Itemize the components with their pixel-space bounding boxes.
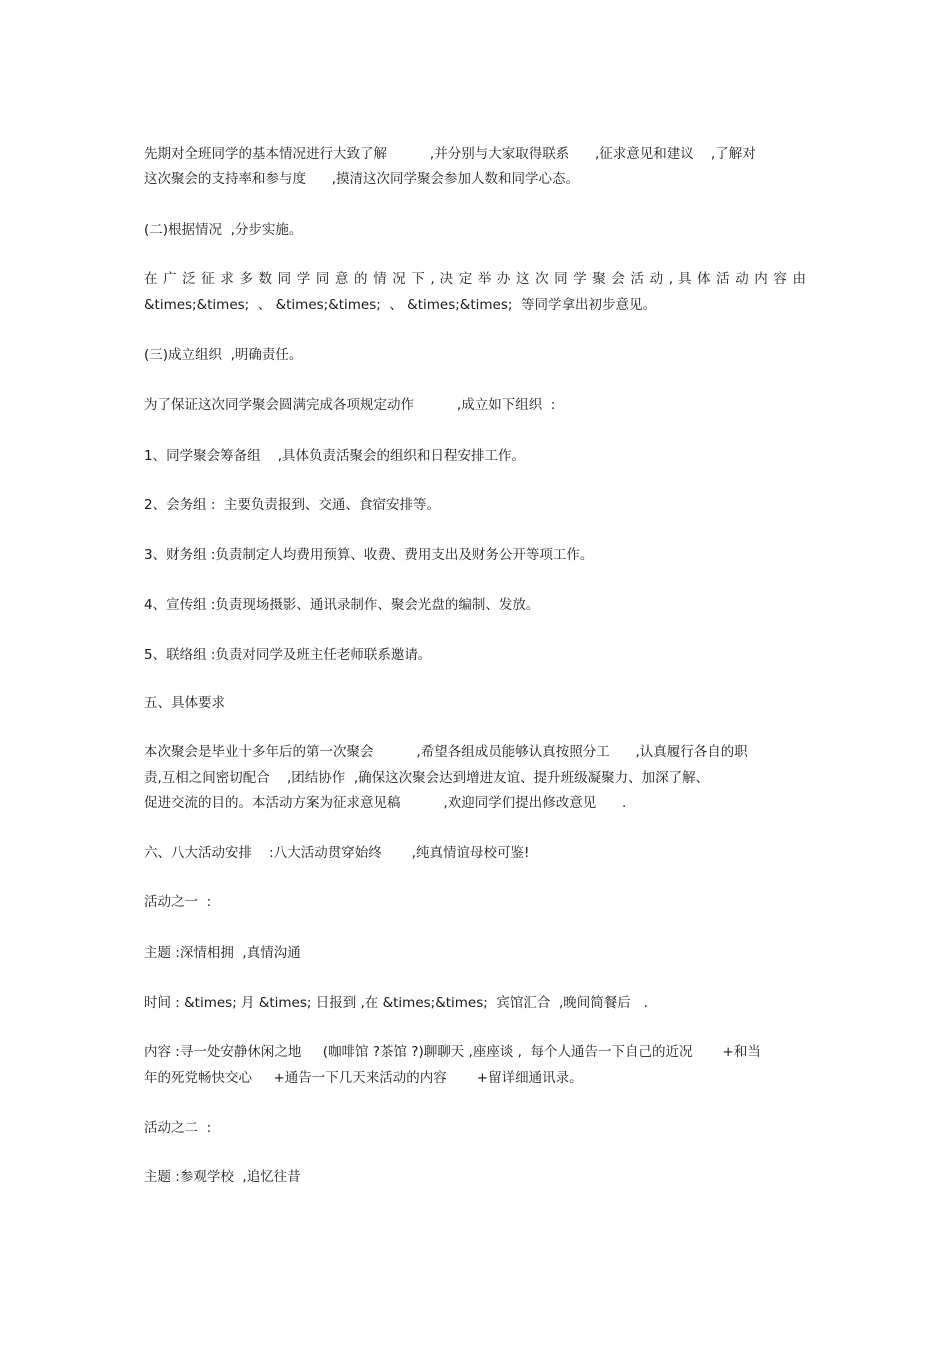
paragraph-line: &times;&times; 、 &times;&times; 、 &times;&times; 等同学拿出初步意见。	[144, 297, 656, 313]
activity-time: 时间 : &times; 月 &times; 日报到 ,在 &times;&times; 宾馆汇合 ,晚间简餐后 .	[144, 995, 648, 1011]
list-item: 2、会务组 : 主要负责报到、交通、食宿安排等。	[144, 497, 441, 513]
list-item: 5、联络组 :负责对同学及班主任老师联系邀请。	[144, 647, 432, 663]
section-heading: (二)根据情况 ,分步实施。	[144, 222, 303, 238]
activity-content: 内容 :寻一处安静休闲之地 (咖啡馆 ?茶馆 ?)聊聊天 ,座座谈 , 每个人通告一下自己的近况 +和当	[144, 1044, 761, 1060]
paragraph-line: 这次聚会的支持率和参与度 ,摸清这次同学聚会参加人数和同学心态。	[144, 171, 580, 187]
activity-heading: 活动之二 :	[144, 1120, 212, 1136]
list-item: 3、财务组 :负责制定人均费用预算、收费、费用支出及财务公开等项工作。	[144, 547, 594, 563]
list-item: 4、宣传组 :负责现场摄影、通讯录制作、聚会光盘的编制、发放。	[144, 597, 540, 613]
paragraph-line: 责,互相之间密切配合 ,团结协作 ,确保这次聚会达到增进友谊、提升班级凝聚力、加深了解、	[144, 770, 710, 786]
section-heading: 五、具体要求	[144, 695, 225, 711]
activity-heading: 活动之一 :	[144, 894, 212, 910]
paragraph-line: 本次聚会是毕业十多年后的第一次聚会 ,希望各组成员能够认真按照分工 ,认真履行各自的职	[144, 744, 748, 760]
paragraph-line: 先期对全班同学的基本情况进行大致了解 ,并分别与大家取得联系 ,征求意见和建议 ,了解对	[144, 146, 756, 162]
activity-content: 年的死党畅快交心 +通告一下几天来活动的内容 +留详细通讯录。	[144, 1070, 583, 1086]
paragraph-line: 在 广 泛 征 求 多 数 同 学 同 意 的 情 况 下 , 决 定 举 办 这 次 同 学 聚 会 活 动 , 具 体 活 动 内 容 由	[144, 271, 806, 287]
paragraph-line: 为了保证这次同学聚会圆满完成各项规定动作 ,成立如下组织 :	[144, 397, 556, 413]
activity-topic: 主题 :参观学校 ,追忆往昔	[144, 1169, 301, 1185]
paragraph-line: 促进交流的目的。本活动方案为征求意见稿 ,欢迎同学们提出修改意见 .	[144, 795, 627, 811]
activity-topic: 主题 :深情相拥 ,真情沟通	[144, 945, 301, 961]
list-item: 1、同学聚会筹备组 ,具体负责活聚会的组织和日程安排工作。	[144, 448, 526, 464]
section-heading: 六、八大活动安排 :八大活动贯穿始终 ,纯真情谊母校可鉴!	[144, 845, 530, 861]
section-heading: (三)成立组织 ,明确责任。	[144, 347, 303, 363]
